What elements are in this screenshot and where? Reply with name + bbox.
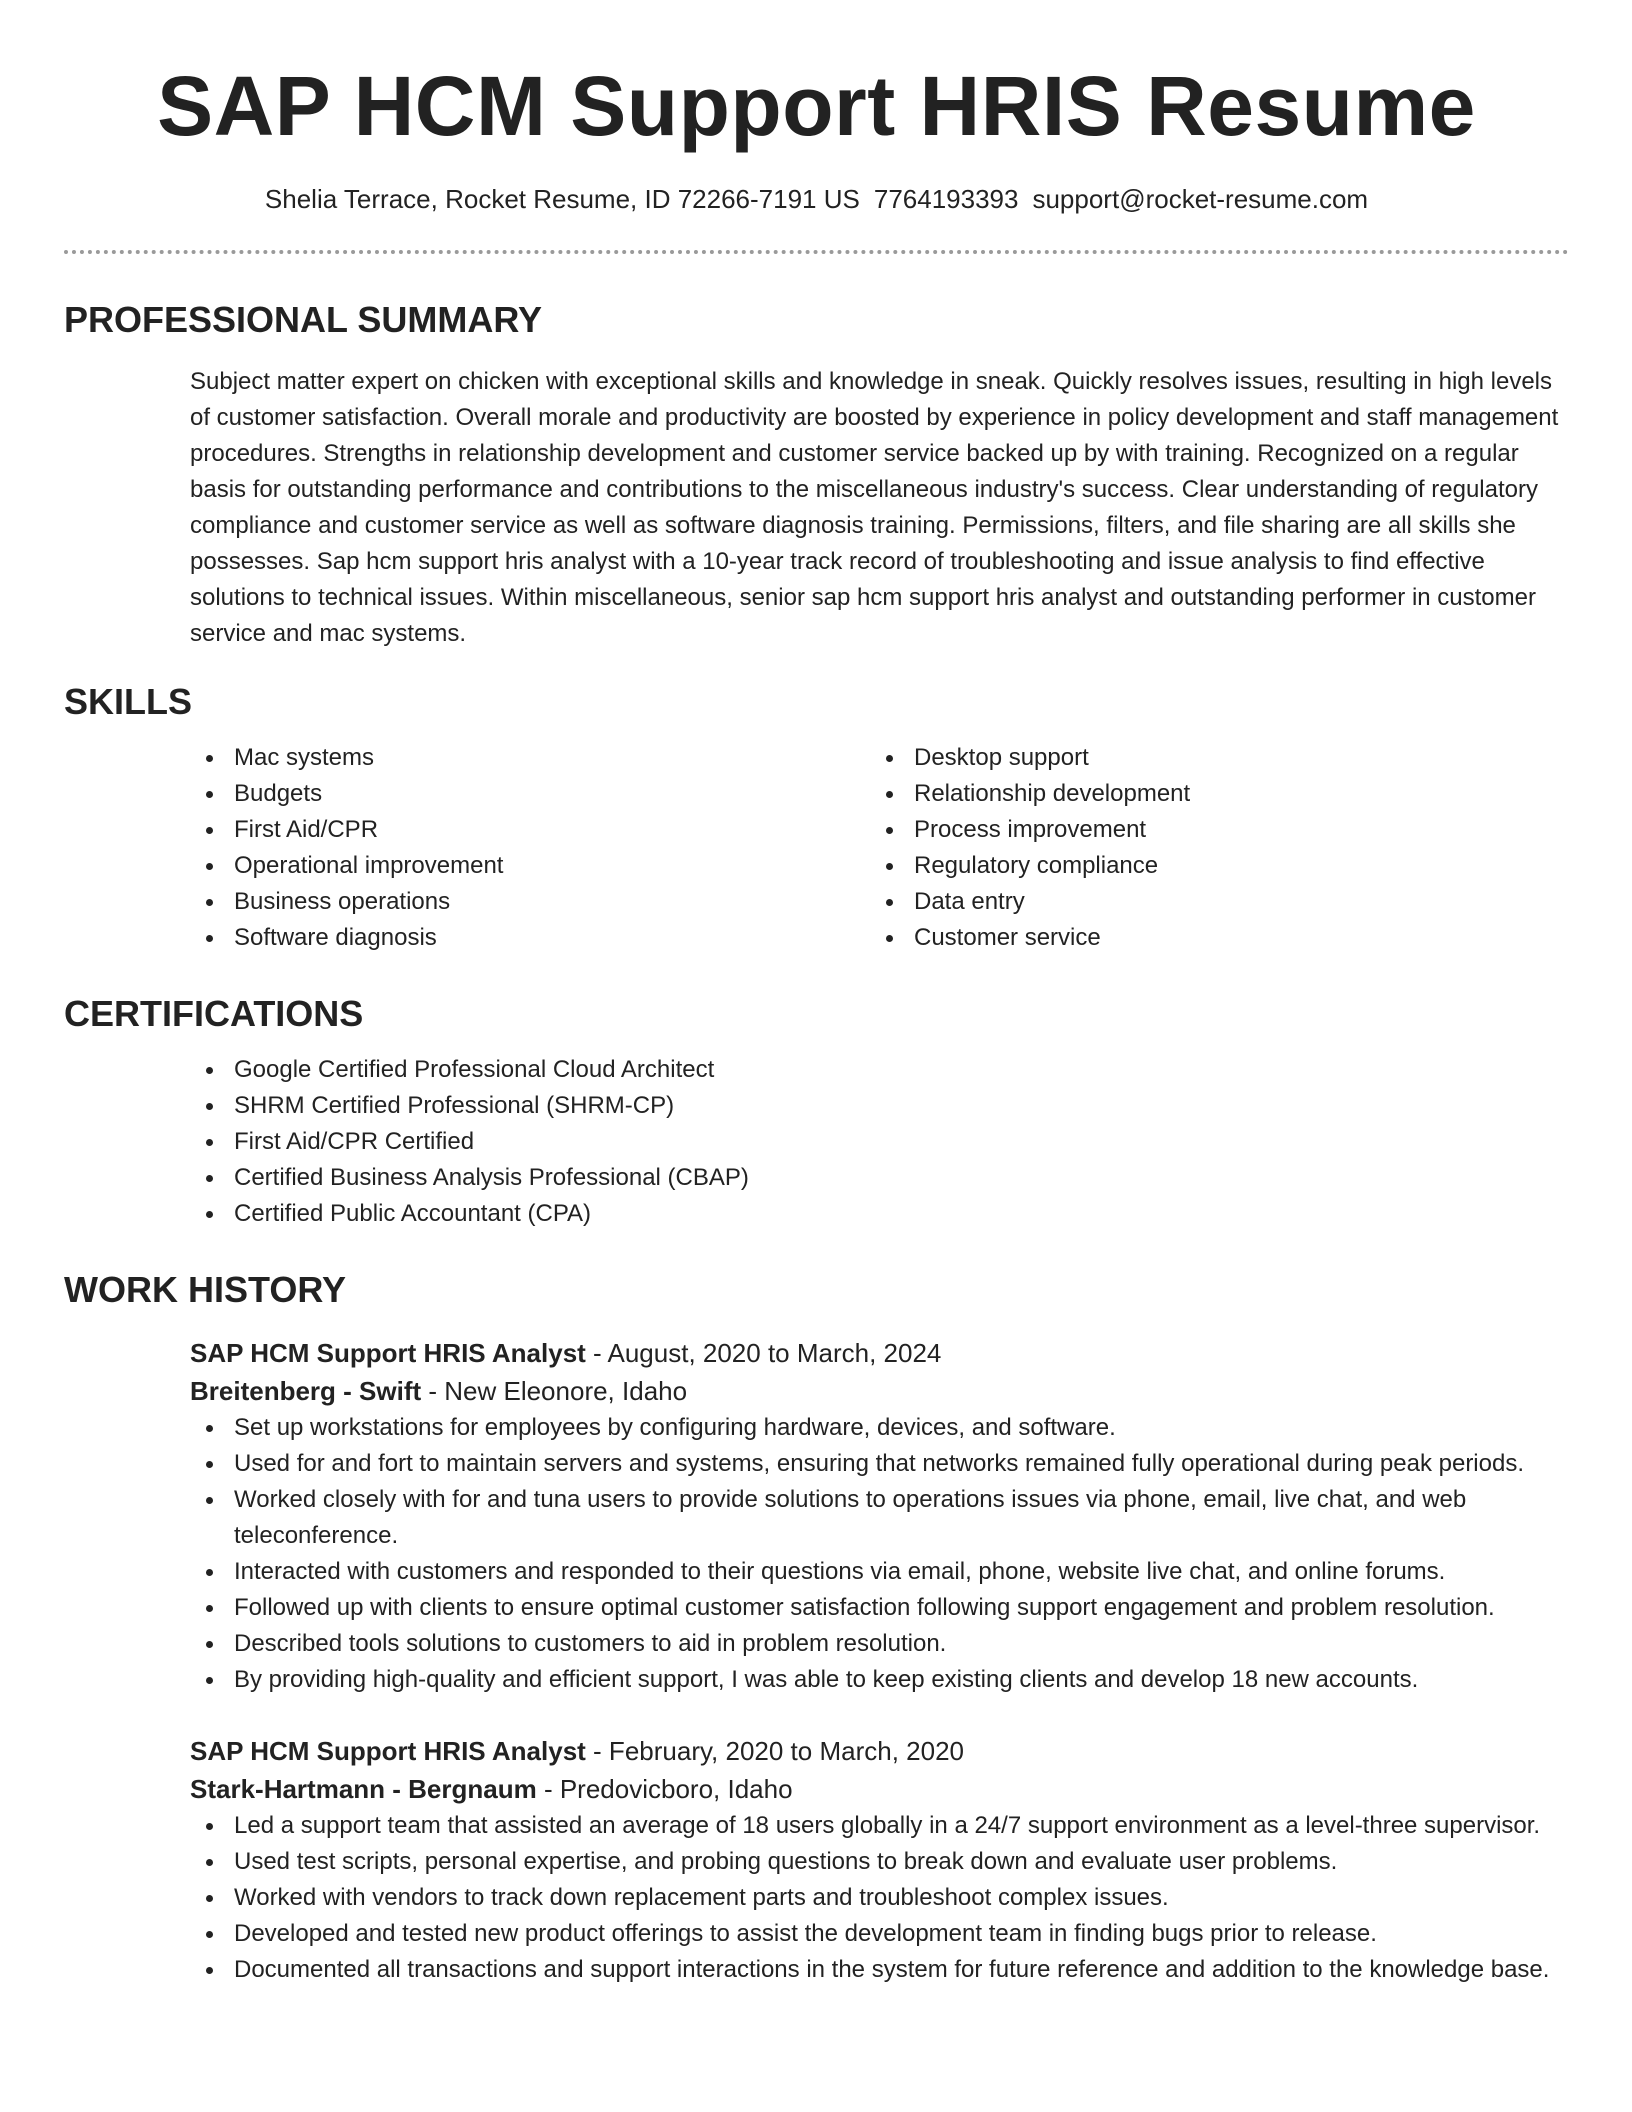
certifications-section [64,992,1569,1232]
resume-page [64,0,1569,1983]
job-company: Stark-Hartmann - Bergnaum [190,1774,537,1804]
contact-email: support@rocket-resume.com [1032,184,1369,214]
job-bullet: Developed and tested new product offerings to assist the development team in finding bugs prior to release. [190,1916,1569,1952]
job-bullet: Used for and fort to maintain servers and systems, ensuring that networks remained fully operational during peak periods. [190,1446,1569,1482]
job-title: SAP HCM Support HRIS Analyst [190,1338,586,1368]
job-title-line [190,1334,1569,1372]
skill-item: Business operations [190,884,870,920]
job-company: Breitenberg - Swift [190,1376,422,1406]
skills-columns [190,740,1569,956]
job-location: - Predovicboro, Idaho [536,1774,793,1804]
certification-item: Certified Public Accountant (CPA) [190,1196,1569,1232]
work-history-heading: WORK HISTORY [64,1269,347,1310]
skills-section [64,680,1569,956]
job-dates: - August, 2020 to March, 2024 [585,1338,942,1368]
skills-left-list [190,740,870,956]
resume-title: SAP HCM Support HRIS Resume [157,59,1476,153]
skill-item: Relationship development [870,776,1550,812]
job-bullet: Followed up with clients to ensure optimal customer satisfaction following support engagement and problem resolution. [190,1590,1569,1626]
certification-item: First Aid/CPR Certified [190,1124,1569,1160]
job-bullet: Worked closely with for and tuna users to provide solutions to operations issues via phone, email, live chat, and web teleconference. [190,1482,1569,1554]
certification-item: Certified Business Analysis Professional (CBAP) [190,1160,1569,1196]
contact-phone: 7764193393 [873,184,1019,214]
job-bullet: Set up workstations for employees by configuring hardware, devices, and software. [190,1410,1569,1446]
skill-item: Budgets [190,776,870,812]
job-bullet: Described tools solutions to customers to aid in problem resolution. [190,1626,1569,1662]
contact-address: Shelia Terrace, Rocket Resume, ID 72266-7191 US [264,184,860,214]
skill-item: Mac systems [190,740,870,776]
job-entry [190,1334,1569,1698]
skill-item: Operational improvement [190,848,870,884]
job-bullet: Interacted with customers and responded to their questions via email, phone, website live chat, and online forums. [190,1554,1569,1590]
job-bullet: Documented all transactions and support interactions in the system for future reference and addition to the knowledge base. [190,1952,1569,1988]
job-title-line [190,1732,1569,1770]
skill-item: Customer service [870,920,1550,956]
skill-item: Software diagnosis [190,920,870,956]
skill-item: Desktop support [870,740,1550,776]
skill-item: Process improvement [870,812,1550,848]
work-history-section [64,1268,1569,1988]
summary-text: Subject matter expert on chicken with exceptional skills and knowledge in sneak. Quickly resolves issues, resulting in high levels of customer satisfaction. Overall morale and productivity are boosted by experience in policy development and staff management procedures. Strengths in relationship development and customer service backed up by with training. Recognized on a regular basis for outstanding performance and contributions to the miscellaneous industry's success. Clear understanding of regulatory compliance and customer service as well as software diagnosis training. Permissions, filters, and file sharing are all skills she possesses. Sap hcm support hris analyst with a 10-year track record of troubleshooting and issue analysis to find effective solutions to technical issues. Within miscellaneous, senior sap hcm support hris analyst and outstanding performer in customer service and mac systems. [190,368,1559,647]
job-dates: - February, 2020 to March, 2020 [585,1736,964,1766]
job-entry [190,1732,1569,1988]
job-bullet: By providing high-quality and efficient support, I was able to keep existing clients and develop 18 new accounts. [190,1662,1569,1698]
contact-line [64,182,1569,216]
job-title: SAP HCM Support HRIS Analyst [190,1736,586,1766]
job-company-line [190,1372,1569,1410]
job-company-line [190,1770,1569,1808]
job-bullets [190,1808,1569,1988]
summary-heading: PROFESSIONAL SUMMARY [64,299,543,340]
skill-item: Regulatory compliance [870,848,1550,884]
job-bullet: Worked with vendors to track down replacement parts and troubleshoot complex issues. [190,1880,1569,1916]
header-divider [64,250,1569,254]
skill-item: Data entry [870,884,1550,920]
certifications-heading: CERTIFICATIONS [64,993,364,1034]
job-bullet: Used test scripts, personal expertise, and probing questions to break down and evaluate user problems. [190,1844,1569,1880]
certification-item: SHRM Certified Professional (SHRM-CP) [190,1088,1569,1124]
certifications-list [190,1052,1569,1232]
skills-heading: SKILLS [64,681,193,722]
summary-section [64,298,1569,652]
skill-item: First Aid/CPR [190,812,870,848]
certification-item: Google Certified Professional Cloud Architect [190,1052,1569,1088]
job-location: - New Eleonore, Idaho [421,1376,688,1406]
job-bullets [190,1410,1569,1698]
skills-right-list [870,740,1550,956]
job-bullet: Led a support team that assisted an average of 18 users globally in a 24/7 support environment as a level-three supervisor. [190,1808,1569,1844]
